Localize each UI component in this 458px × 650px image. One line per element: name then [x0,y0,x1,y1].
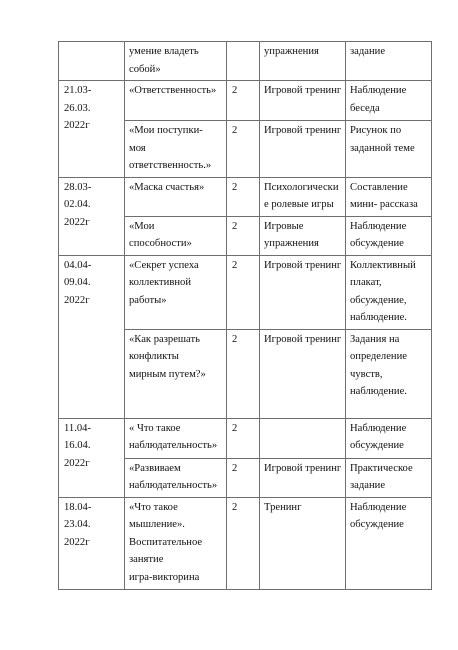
date-cell [59,42,125,81]
form-cell: Игровой тренинг [260,81,346,121]
date-cell: 21.03- 26.03. 2022г [59,81,125,178]
topic-cell: «Развиваем наблюдательность» [125,458,227,497]
hours-cell: 2 [227,177,260,216]
control-cell: Практическое задание [346,458,432,497]
hours-cell: 2 [227,255,260,329]
table-row [59,81,432,121]
date-cell: 18.04- 23.04. 2022г [59,497,125,589]
table-row [59,177,432,216]
control-cell: Рисунок по заданной теме [346,121,432,178]
topic-cell: «Мои поступки- моя ответственность.» [125,121,227,178]
table-row [59,42,432,81]
control-cell: Наблюдение обсуждение [346,418,432,458]
form-cell: Игровой тренинг [260,255,346,329]
table-row [59,418,432,458]
form-cell: Игровой тренинг [260,121,346,178]
hours-cell: 2 [227,329,260,418]
topic-cell: «Мои способности» [125,216,227,255]
topic-cell: «Секрет успеха коллективной работы» [125,255,227,329]
date-cell: 04.04- 09.04. 2022г [59,255,125,418]
hours-cell: 2 [227,458,260,497]
date-cell: 11.04- 16.04. 2022г [59,418,125,497]
topic-cell: «Ответственность» [125,81,227,121]
form-cell: Игровые упражнения [260,216,346,255]
table-row [59,497,432,589]
schedule-table [58,41,432,590]
form-cell: Игровой тренинг [260,329,346,418]
topic-cell: «Как разрешать конфликты мирным путем?» [125,329,227,418]
topic-cell: « Что такое наблюдательность» [125,418,227,458]
control-cell: Коллективный плакат, обсуждение, наблюдение. [346,255,432,329]
hours-cell: 2 [227,497,260,589]
form-cell: Психологически е ролевые игры [260,177,346,216]
topic-cell: «Что такое мышление». Воспитательное занятие игра-викторина [125,497,227,589]
control-cell: задание [346,42,432,81]
date-cell: 28.03- 02.04. 2022г [59,177,125,255]
hours-cell: 2 [227,81,260,121]
control-cell: Наблюдение обсуждение [346,497,432,589]
control-cell: Наблюдение обсуждение [346,216,432,255]
topic-cell: умение владеть собой» [125,42,227,81]
control-cell: Наблюдение беседа [346,81,432,121]
hours-cell: 2 [227,418,260,458]
hours-cell: 2 [227,216,260,255]
form-cell: Тренинг [260,497,346,589]
form-cell: упражнения [260,42,346,81]
hours-cell [227,42,260,81]
hours-cell: 2 [227,121,260,178]
form-cell: Игровой тренинг [260,458,346,497]
control-cell: Составление мини- рассказа [346,177,432,216]
table-row [59,255,432,329]
form-cell [260,418,346,458]
topic-cell: «Маска счастья» [125,177,227,216]
control-cell: Задания на определение чувств, наблюдение. [346,329,432,418]
